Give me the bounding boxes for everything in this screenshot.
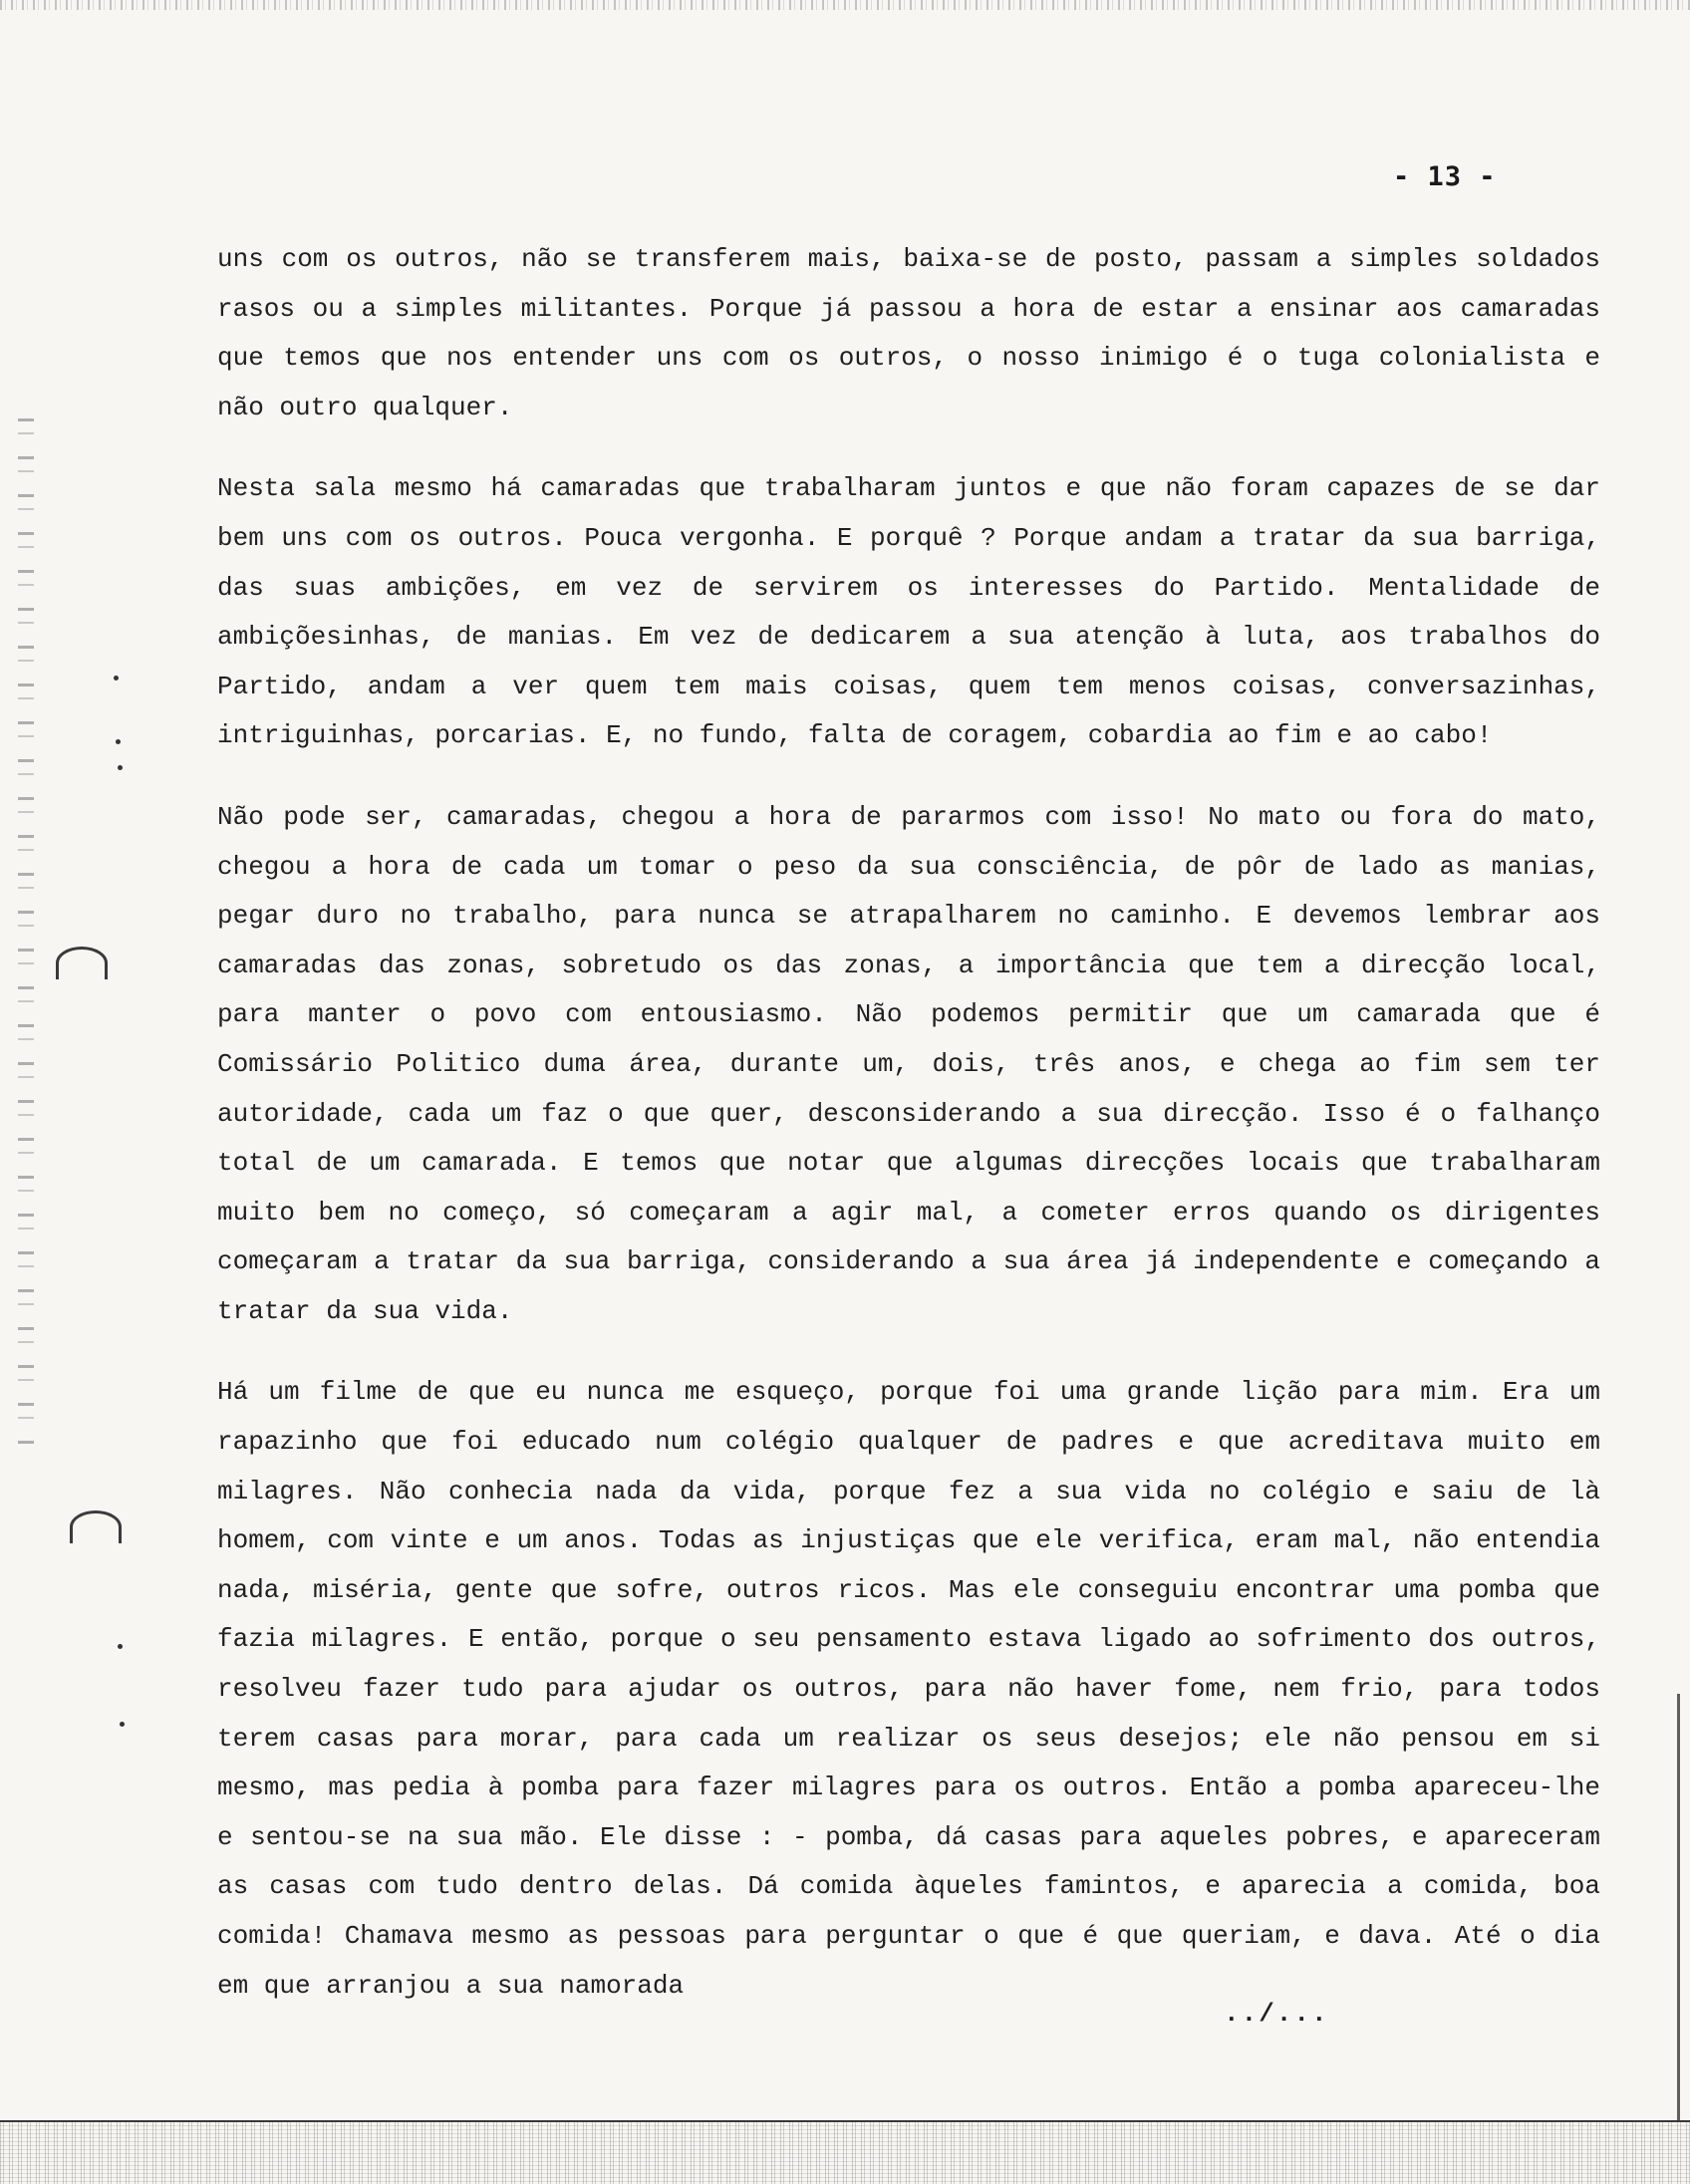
body-text bbox=[217, 235, 1600, 2043]
paragraph-2: Nesta sala mesmo há camaradas que trabalharam juntos e que não foram capazes de se dar bem uns com os outros. Pouca vergonha. E porquê ? Porque andam a tratar da sua barriga, das suas ambições, em vez de servirem os interesses do Partido. Mentalidade de ambiçõesinhas, de manias. Em vez de dedicarem a sua atenção à luta, aos trabalhos do Partido, andam a ver quem tem mais coisas, quem tem menos coisas, conversazinhas, intriguinhas, porcarias. E, no fundo, falta de coragem, cobardia ao fim e ao cabo! bbox=[217, 473, 1600, 751]
scan-speck bbox=[120, 1722, 125, 1727]
punch-hole-lower bbox=[70, 1510, 122, 1543]
continuation-mark: ../... bbox=[1224, 1999, 1329, 2029]
paragraph-3: Não pode ser, camaradas, chegou a hora de pararmos com isso! No mato ou fora do mato, chegou a hora de cada um tomar o peso da sua consciência, de pôr de lado as manias, pegar duro no trabalho, para nunca se atrapalharem no caminho. E devemos lembrar aos camaradas das zonas, sobretudo os das zonas, a importância que tem a direcção local, para manter o povo com entousiasmo. Não podemos permitir que um camarada que é Comissário Politico duma área, durante um, dois, três anos, e chega ao fim sem ter autoridade, cada um faz o que quer, desconsiderando a sua direcção. Isso é o falhanço total de um camarada. E temos que notar que algumas direcções locais que trabalharam muito bem no começo, só começaram a agir mal, a cometer erros quando os dirigentes começaram a tratar da sua barriga, considerando a sua área já independente e começando a tratar da sua vida. bbox=[217, 801, 1600, 1326]
scan-edge-top bbox=[0, 0, 1690, 10]
scan-edge-right bbox=[1677, 1694, 1680, 2122]
scan-edge-bottom bbox=[0, 2120, 1690, 2184]
scan-speck bbox=[114, 676, 119, 681]
paragraph-1: uns com os outros, não se transferem mais, baixa-se de posto, passam a simples soldados rasos ou a simples militantes. Porque já passou a hora de estar a ensinar aos camaradas que temos que nos entender uns com os outros, o nosso inimigo é o tuga colonialista e não outro qualquer. bbox=[217, 244, 1600, 422]
scan-edge-left bbox=[18, 418, 34, 1455]
scan-speck bbox=[118, 1644, 123, 1649]
scan-speck bbox=[118, 765, 123, 770]
paragraph-4: Há um filme de que eu nunca me esqueço, porque foi uma grande lição para mim. Era um rapazinho que foi educado num colégio qualquer de padres e que acreditava muito em milagres. Não conhecia nada da vida, porque fez a sua vida no colégio e saiu de là homem, com vinte e um anos. Todas as injustiças que ele verifica, eram mal, não entendia nada, miséria, gente que sofre, outros ricos. Mas ele conseguiu encontrar uma pomba que fazia milagres. E então, porque o seu pensamento estava ligado ao sofrimento dos outros, resolveu fazer tudo para ajudar os outros, para não haver fome, nem frio, para todos terem casas para morar, para cada um realizar os seus desejos; ele não pensou em si mesmo, mas pedia à pomba para fazer milagres para os outros. Então a pomba apareceu-lhe e sentou-se na sua mão. Ele disse : - pomba, dá casas para aqueles pobres, e apareceram as casas com tudo dentro delas. Dá comida àqueles famintos, e aparecia a comida, boa comida! Chamava mesmo as pessoas para perguntar o que é que queriam, e dava. Até o dia em que arranjou a sua namorada bbox=[217, 1377, 1600, 2001]
page-number: - 13 - bbox=[1393, 161, 1497, 192]
punch-hole-upper bbox=[56, 947, 108, 979]
scan-speck bbox=[116, 739, 121, 744]
